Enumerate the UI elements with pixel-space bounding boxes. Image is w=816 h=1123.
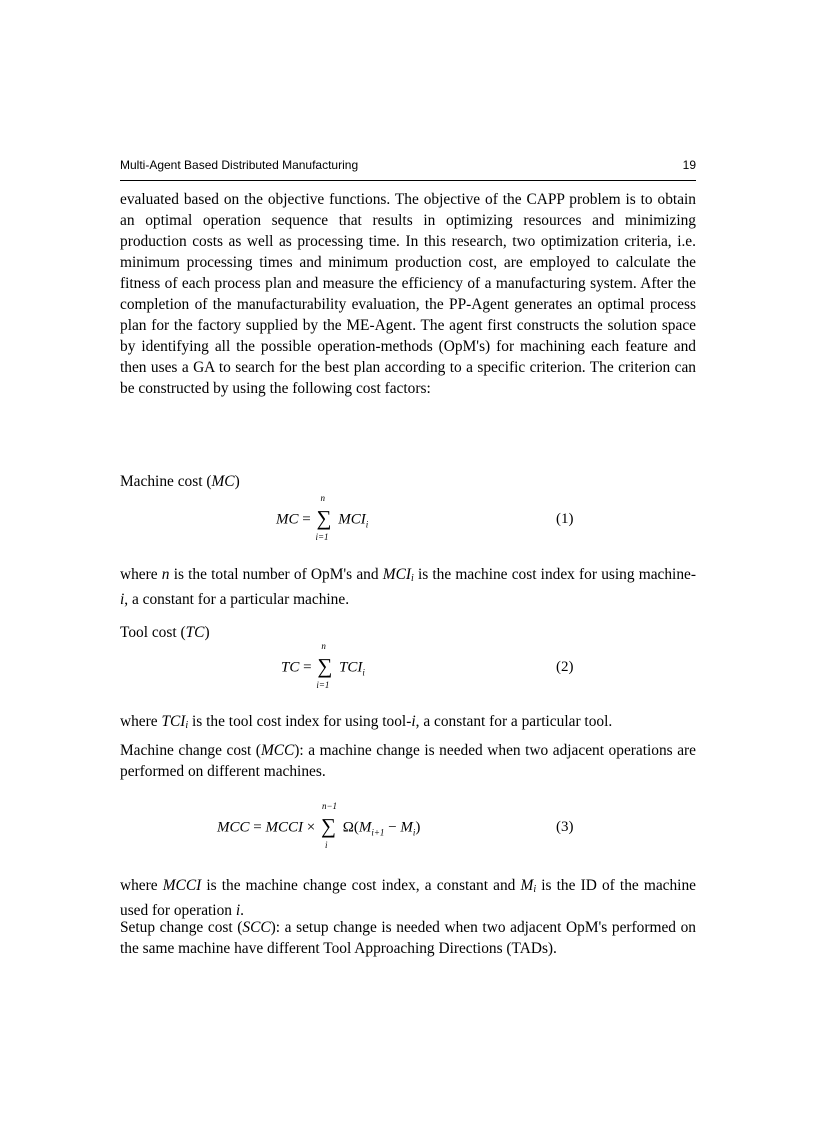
tool-cost-where: where TCIi is the tool cost index for using tool-i, a constant for a particular tool. <box>120 713 613 731</box>
running-header <box>120 158 696 172</box>
equation-1: MC = n ∑ i=1 $MCI_i$ <box>276 493 369 542</box>
setup-change-cost-paragraph: Setup change cost (SCC): a setup change is needed when two adjacent OpM's performed on the same machine have different Tool Approaching Directions (TADs). <box>120 919 696 957</box>
header-rule <box>120 180 696 181</box>
equation-2: TC = n ∑ i=1 $TCI_i$ <box>281 641 365 690</box>
equation-2-number: (2) <box>556 659 574 675</box>
sum-symbol: n ∑ i=1 <box>316 641 333 690</box>
running-title: Multi-Agent Based Distributed Manufacturing <box>120 158 359 172</box>
sum-symbol: n ∑ i=1 <box>315 493 332 542</box>
intro-paragraph <box>120 189 696 399</box>
machine-cost-where: where n is the total number of OpM's and MCIi is the machine cost index for using machine-i, a constant for a particular machine. <box>120 566 696 608</box>
equation-1-number: (1) <box>556 511 574 527</box>
sum-symbol: n−1 ∑ i <box>320 801 338 850</box>
machine-change-cost-where: where MCCI is the machine change cost index, a constant and Mi is the ID of the machine used for operation i. <box>120 877 696 919</box>
tool-cost-label: Tool cost (TC) <box>120 624 210 641</box>
intro-text: evaluated based on the objective functions. The objective of the CAPP problem is to obtain an optimal operation sequence that results in optimizing resources and minimizing production costs as well as processing time. In this research, two optimization criteria, i.e. minimum processing times and minimum production cost, are employed to calculate the fitness of each process plan and measure the efficiency of a manufacturing system. After the completion of the manufacturability evaluation, the PP-Agent generates an optimal process plan for the factory supplied by the ME-Agent. The agent first constructs the solution space by identifying all the possible operation-methods (OpM's) for machining each feature and then uses a GA to search for the best plan according to a specific criterion. The criterion can be constructed by using the following cost factors: <box>120 191 696 397</box>
machine-cost-label: Machine cost (MC) <box>120 473 240 490</box>
equation-3-number: (3) <box>556 819 574 835</box>
equation-3: MCC = MCCI × n−1 ∑ i $\Omega(M_{i+1} - M_i)$ <box>217 801 421 850</box>
page-number: 19 <box>682 158 696 172</box>
machine-change-cost-paragraph: Machine change cost (MCC): a machine change is needed when two adjacent operations are performed on different machines. <box>120 742 696 780</box>
